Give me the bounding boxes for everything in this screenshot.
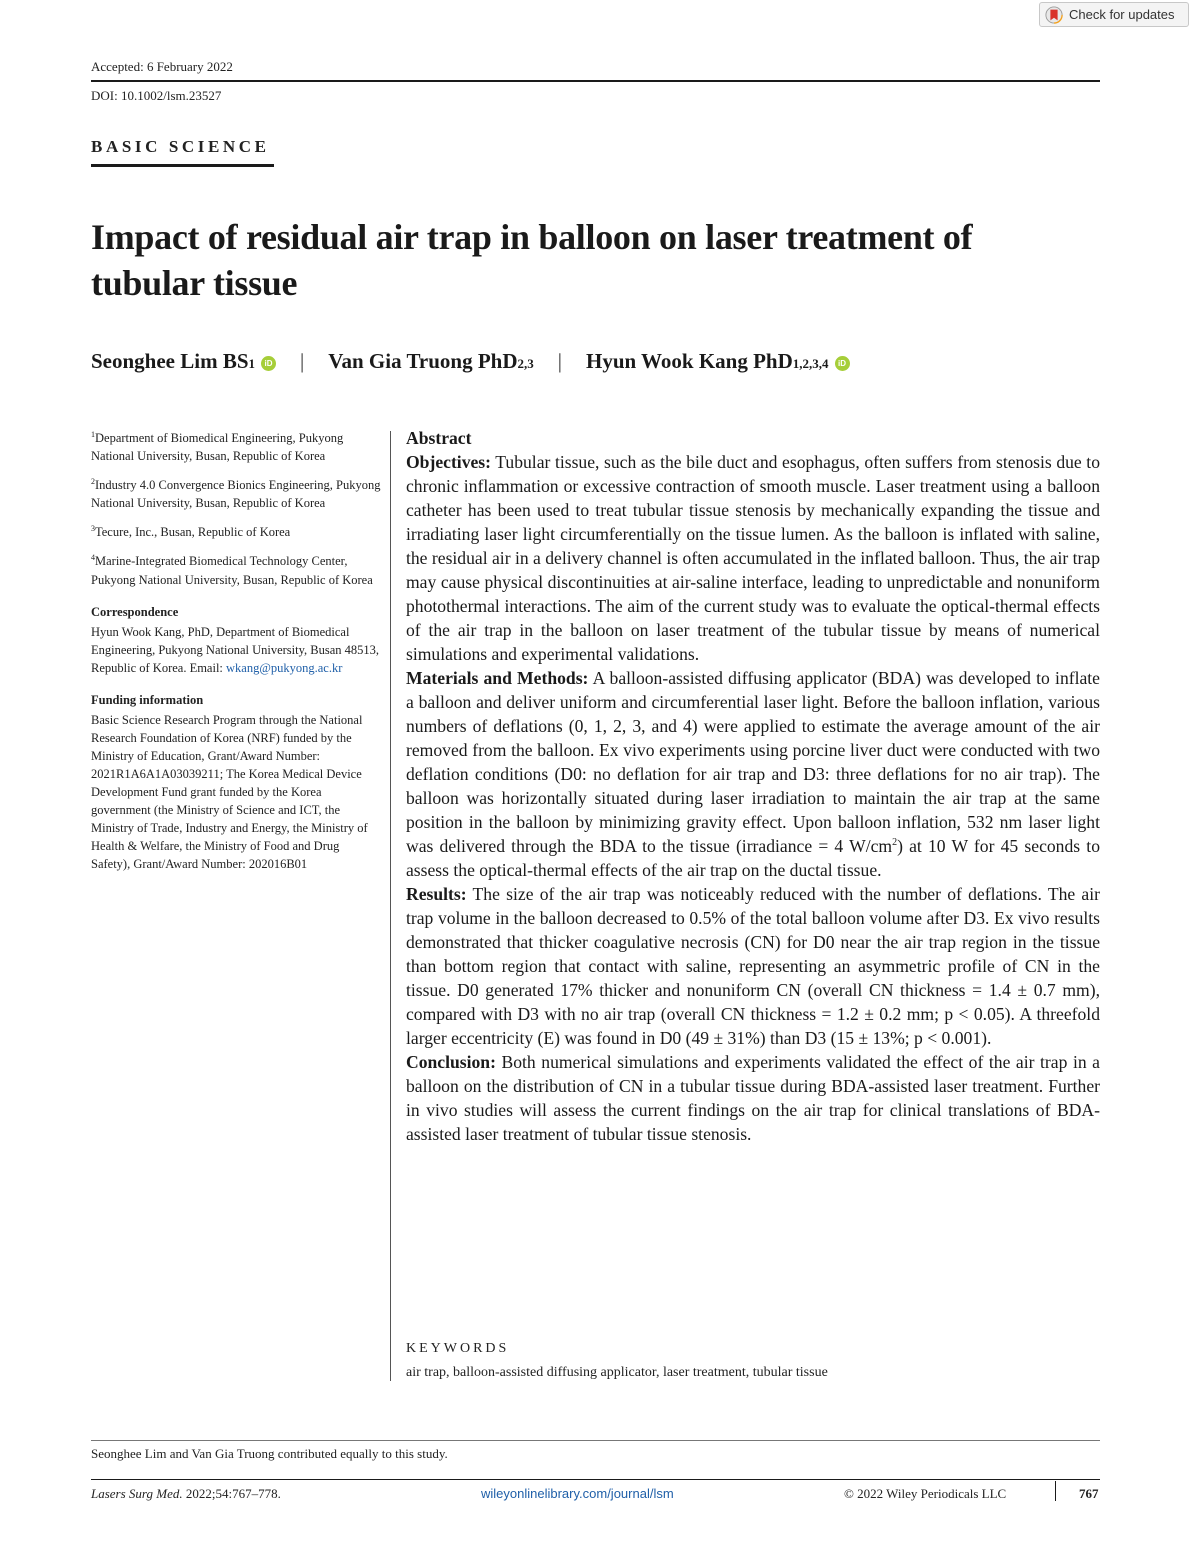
accepted-date: Accepted: 6 February 2022 — [91, 59, 233, 74]
footnote-rule — [91, 1440, 1100, 1441]
funding-heading: Funding information — [91, 692, 204, 707]
funding-text: Basic Science Research Program through the National Research Foundation of Korea (NRF) funded by the Ministry of Education, Grant/Award Number: 2021R1A6A1A03039211; The Korea Medical Device Development Fund grant funded by the Korea government (the Ministry of Science and ICT, the Ministry of Trade, Industry and Energy, the Ministry of Health & Welfare, the Ministry of Food and Drug Safety), Grant/Award Number: 202016B01 — [91, 712, 368, 871]
email-label: Email: — [189, 660, 227, 675]
author-name[interactable]: Van Gia Truong PhD — [328, 349, 518, 373]
email-link[interactable]: wkang@pukyong.ac.kr — [226, 660, 343, 675]
left-column — [91, 426, 381, 873]
keywords-text: air trap, balloon-assisted diffusing applicator, laser treatment, tubular tissue — [406, 1365, 828, 1380]
correspondence-address: Hyun Wook Kang, PhD, Department of Biomedical Engineering, Pukyong National University, Busan 48513, Republic of Korea. — [91, 624, 380, 675]
affiliation-text: Industry 4.0 Convergence Bionics Engineering, Pukyong National University, Busan, Republic of Korea — [91, 478, 381, 511]
copyright: © 2022 Wiley Periodicals LLC — [844, 1486, 1007, 1501]
abstract-objectives — [406, 450, 1100, 666]
citation-text: 2022;54:767–778. — [182, 1486, 281, 1501]
affiliation-sup: 3 — [91, 524, 95, 534]
footer-divider — [1055, 1481, 1056, 1501]
check-for-updates-label: Check for updates — [1069, 7, 1175, 22]
author-affiliation-sup: 1 — [248, 356, 256, 371]
page-number: 767 — [1079, 1486, 1099, 1501]
author-separator: | — [300, 349, 305, 373]
author-list — [91, 349, 850, 379]
abstract — [406, 426, 1100, 1146]
affiliation-sup: 2 — [91, 477, 95, 487]
header-rule — [91, 80, 1100, 82]
methods-label: Materials and Methods: — [406, 668, 589, 688]
abstract-methods — [406, 666, 1100, 882]
affiliation-sup: 1 — [91, 430, 95, 439]
check-updates-icon — [1045, 6, 1063, 24]
results-text: The size of the air trap was noticeably reduced with the number of deflations. The air trap volume in the balloon decreased to 0.5% of the total balloon volume after D3. Ex vivo results demonstrated that thicker coagulative necrosis (CN) for D0 near the air trap region in the tissue than bottom region that contact with saline, representing an asymmetric profile of CN in the tissue. D0 generated 17% thicker and nonuniform CN (overall CN thickness = 1.4 ± 0.7 mm), compared with D3 with no air trap (overall CN thickness = 1.2 ± 0.2 mm; p < 0.05). A threefold larger eccentricity (E) was found in D0 (49 ± 31%) than D3 (15 ± 13%; p < 0.001). — [406, 884, 1100, 1048]
orcid-icon[interactable]: iD — [835, 356, 850, 371]
abstract-results — [406, 882, 1100, 1050]
author-name[interactable]: Hyun Wook Kang PhD — [585, 349, 793, 373]
results-label: Results: — [406, 884, 467, 904]
affiliation-text: Department of Biomedical Engineering, Pukyong National University, Busan, Republic of Korea — [91, 431, 344, 464]
conclusion-text: Both numerical simulations and experiments validated the effect of the air trap in a balloon on the distribution of CN in a tubular tissue during BDA-assisted laser treatment. Further in vivo studies will assess the current findings on the air trap for clinical translations of BDA-assisted laser treatment of tubular tissue stenosis. — [406, 1052, 1100, 1144]
methods-sup: 2 — [892, 837, 898, 849]
conclusion-label: Conclusion: — [406, 1052, 496, 1072]
methods-text: A balloon-assisted diffusing applicator (BDA) was developed to inflate a balloon and deliver uniform and circumferential laser light. Before the balloon inflation, various numbers of deflations (0, 1, 2, 3, and 4) were applied to estimate the average amount of the air removed from the balloon. Ex vivo experiments using porcine liver duct were conducted with two deflation conditions (D0: no deflation for air trap and D3: three deflations for no air trap). The balloon was horizontally situated during laser irradiation to maintain the air trap at the same position in the balloon by minimizing gravity effect. Upon balloon inflation, 532 nm laser light was delivered through the BDA to the tissue (irradiance = 4 W/cm — [406, 668, 1100, 856]
abstract-heading: Abstract — [406, 428, 472, 448]
affiliation-text: Marine-Integrated Biomedical Technology Center, Pukyong National University, Busan, Republic of Korea — [91, 554, 373, 587]
objectives-text: Tubular tissue, such as the bile duct and esophagus, often suffers from stenosis due to chronic inflammation or excessive contraction of smooth muscle. Laser treatment using a balloon catheter has been used to treat tubular tissue stenosis by mechanically expanding the tissue and irradiating laser light circumferentially on the tissue lumen. As the balloon is inflated with saline, the residual air in a delivery channel is often accumulated in the inflated balloon. Thus, the air trap may cause physical discontinuities at air-saline interface, leading to unpredictable and nonuniform photothermal interactions. The aim of the current study was to evaluate the optical-thermal effects of the air trap in the balloon on laser treatment of the tubular tissue by means of numerical simulations and experimental validations. — [406, 452, 1100, 664]
abstract-conclusion — [406, 1050, 1100, 1146]
footer-rule — [91, 1479, 1100, 1480]
affiliation — [91, 549, 381, 588]
author-affiliation-sup: 1,2,3,4 — [792, 356, 829, 371]
footer-citation — [91, 1486, 281, 1502]
doi: DOI: 10.1002/lsm.23527 — [91, 88, 222, 103]
author-name[interactable]: Seonghee Lim BS — [91, 349, 249, 373]
section-label: BASIC SCIENCE — [91, 137, 270, 156]
objectives-label: Objectives: — [406, 452, 492, 472]
orcid-icon[interactable]: iD — [261, 356, 276, 371]
methods-text-cont: ) at 10 W for 45 seconds to assess the optical-thermal effects of the air trap on the ductal tissue. — [406, 836, 1100, 880]
footnote: Seonghee Lim and Van Gia Truong contributed equally to this study. — [91, 1446, 448, 1461]
affiliation — [91, 426, 381, 465]
correspondence-heading: Correspondence — [91, 604, 179, 619]
affiliation — [91, 473, 381, 512]
article-title: Impact of residual air trap in balloon on laser treatment of tubular tissue — [91, 217, 973, 303]
keywords-heading: KEYWORDS — [406, 1341, 510, 1356]
journal-url-link[interactable]: wileyonlinelibrary.com/journal/lsm — [481, 1486, 674, 1501]
correspondence-text — [91, 623, 381, 677]
journal-name: Lasers Surg Med. — [91, 1486, 183, 1501]
affiliation — [91, 520, 381, 541]
affiliation-text: Tecure, Inc., Busan, Republic of Korea — [95, 525, 291, 540]
author-separator: | — [557, 349, 562, 373]
section-underline — [91, 164, 274, 167]
affiliation-sup: 4 — [91, 553, 95, 563]
author-affiliation-sup: 2,3 — [517, 356, 534, 371]
check-for-updates-button[interactable] — [1039, 2, 1189, 27]
column-divider — [390, 431, 391, 1381]
